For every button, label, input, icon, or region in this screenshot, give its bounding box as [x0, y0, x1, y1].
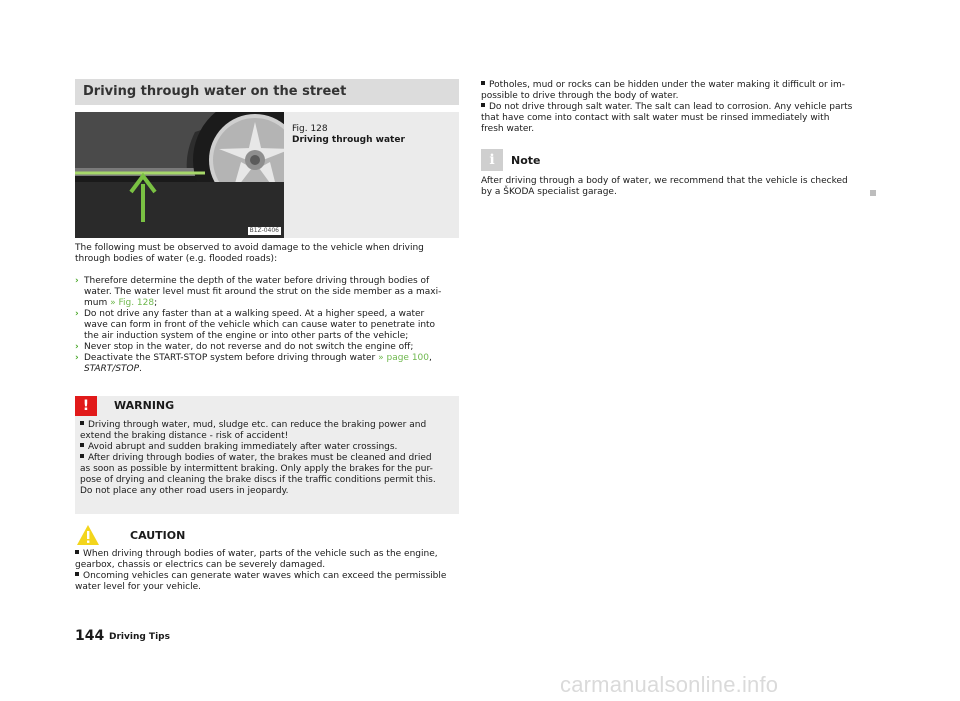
- car-wheel-illustration: [75, 112, 284, 238]
- page-link[interactable]: » page 100: [378, 353, 429, 363]
- bullet-icon: [481, 103, 485, 107]
- bullet-icon: [75, 572, 79, 576]
- warning-text: Do not place any other road users in jeopardy.: [80, 486, 289, 496]
- note-header: [481, 149, 861, 171]
- bullet-icon: [75, 550, 79, 554]
- step-text: Never stop in the water, do not reverse and do not switch the engine off;: [84, 342, 414, 352]
- body-text: Potholes, mud or rocks can be hidden under the water making it difficult or im-: [489, 80, 846, 90]
- warning-text: as soon as possible by intermittent braking. Only apply the brakes for the pur-: [80, 464, 433, 474]
- figure-number: Fig. 128: [292, 124, 328, 134]
- list-item: [75, 309, 459, 342]
- exclamation-icon: !: [75, 396, 97, 416]
- caution-text: Oncoming vehicles can generate water waves which can exceed the permissible: [83, 571, 447, 581]
- body-text: that have come into contact with salt water must be rinsed immediately with: [481, 113, 830, 123]
- list-item: [481, 102, 861, 135]
- caution-list: [75, 549, 459, 593]
- warning-list: [80, 420, 456, 497]
- figure-image: [75, 112, 284, 238]
- body-text: possible to drive through the body of water.: [481, 91, 679, 101]
- bullet-icon: [80, 421, 84, 425]
- body-text: Do not drive through salt water. The salt can lead to corrosion. Any vehicle parts: [489, 102, 853, 112]
- step-text: mum: [84, 298, 111, 308]
- warning-header: [75, 396, 459, 416]
- note-line: by a ŠKODA specialist garage.: [481, 187, 617, 197]
- figure: [75, 112, 459, 238]
- warning-text: pose of drying and cleaning the brake discs if the traffic conditions permit this.: [80, 475, 436, 485]
- figure-title: Driving through water: [292, 135, 405, 145]
- body-text: fresh water.: [481, 124, 535, 134]
- note-title: Note: [511, 154, 541, 167]
- bullet-icon: [481, 81, 485, 85]
- caution-text: water level for your vehicle.: [75, 582, 202, 592]
- bullet-icon: [80, 443, 84, 447]
- list-item: [80, 420, 456, 442]
- chevron-right-icon: ›: [75, 276, 79, 286]
- list-item: [80, 442, 456, 453]
- page-number: 144: [75, 628, 105, 644]
- caution-title: CAUTION: [130, 529, 186, 542]
- list-item: [75, 342, 459, 353]
- warning-title: WARNING: [114, 399, 175, 412]
- warning-text: Driving through water, mud, sludge etc. can reduce the braking power and: [88, 420, 427, 430]
- section-title: Driving through water on the street: [75, 79, 459, 105]
- warning-text: Avoid abrupt and sudden braking immediately after water crossings.: [88, 442, 398, 452]
- note-text: [481, 176, 861, 198]
- step-text: ,: [429, 353, 432, 363]
- figure-link[interactable]: » Fig. 128: [110, 298, 155, 308]
- warning-text: After driving through bodies of water, the brakes must be cleaned and dried: [88, 453, 432, 463]
- step-text: Do not drive any faster than at a walking speed. At a higher speed, a water: [84, 309, 425, 319]
- step-text: the air induction system of the engine or into other parts of the vehicle;: [84, 331, 409, 341]
- list-item: [75, 276, 459, 309]
- figure-caption: [292, 124, 405, 146]
- info-icon: i: [481, 149, 503, 171]
- chevron-right-icon: ›: [75, 353, 79, 363]
- list-item: [481, 80, 861, 102]
- watermark: carmanualsonline.info: [560, 672, 779, 697]
- note-line: After driving through a body of water, we recommend that the vehicle is checked: [481, 176, 848, 186]
- step-text: water. The water level must fit around the strut on the side member as a maxi-: [84, 287, 442, 297]
- intro-text: The following must be observed to avoid damage to the vehicle when driving through bodies of water (e.g. flooded roads):: [75, 243, 424, 264]
- step-text: .: [139, 364, 142, 374]
- caution-text: When driving through bodies of water, parts of the vehicle such as the engine,: [83, 549, 438, 559]
- warning-box: [75, 396, 459, 514]
- list-item: [80, 453, 456, 497]
- caution-triangle-icon: [76, 524, 100, 546]
- list-item: [75, 353, 459, 375]
- warning-text: extend the braking distance - risk of accident!: [80, 431, 289, 441]
- chevron-right-icon: ›: [75, 342, 79, 352]
- step-text: START/STOP: [84, 364, 140, 374]
- caution-header: [75, 524, 459, 546]
- chevron-right-icon: ›: [75, 309, 79, 319]
- section-end-marker: [870, 190, 876, 196]
- right-column-list: [481, 80, 861, 135]
- step-text: wave can form in front of the vehicle which can cause water to penetrate into: [84, 320, 436, 330]
- bullet-icon: [80, 454, 84, 458]
- step-text: ;: [154, 298, 158, 308]
- list-item: [75, 571, 459, 593]
- list-item: [75, 549, 459, 571]
- image-code: B1Z-0406: [249, 227, 279, 234]
- step-text: Therefore determine the depth of the water before driving through bodies of: [84, 276, 430, 286]
- step-text: Deactivate the START-STOP system before driving through water: [84, 353, 379, 363]
- steps-list: [75, 276, 459, 375]
- page-section: Driving Tips: [109, 632, 170, 642]
- caution-text: gearbox, chassis or electrics can be severely damaged.: [75, 560, 326, 570]
